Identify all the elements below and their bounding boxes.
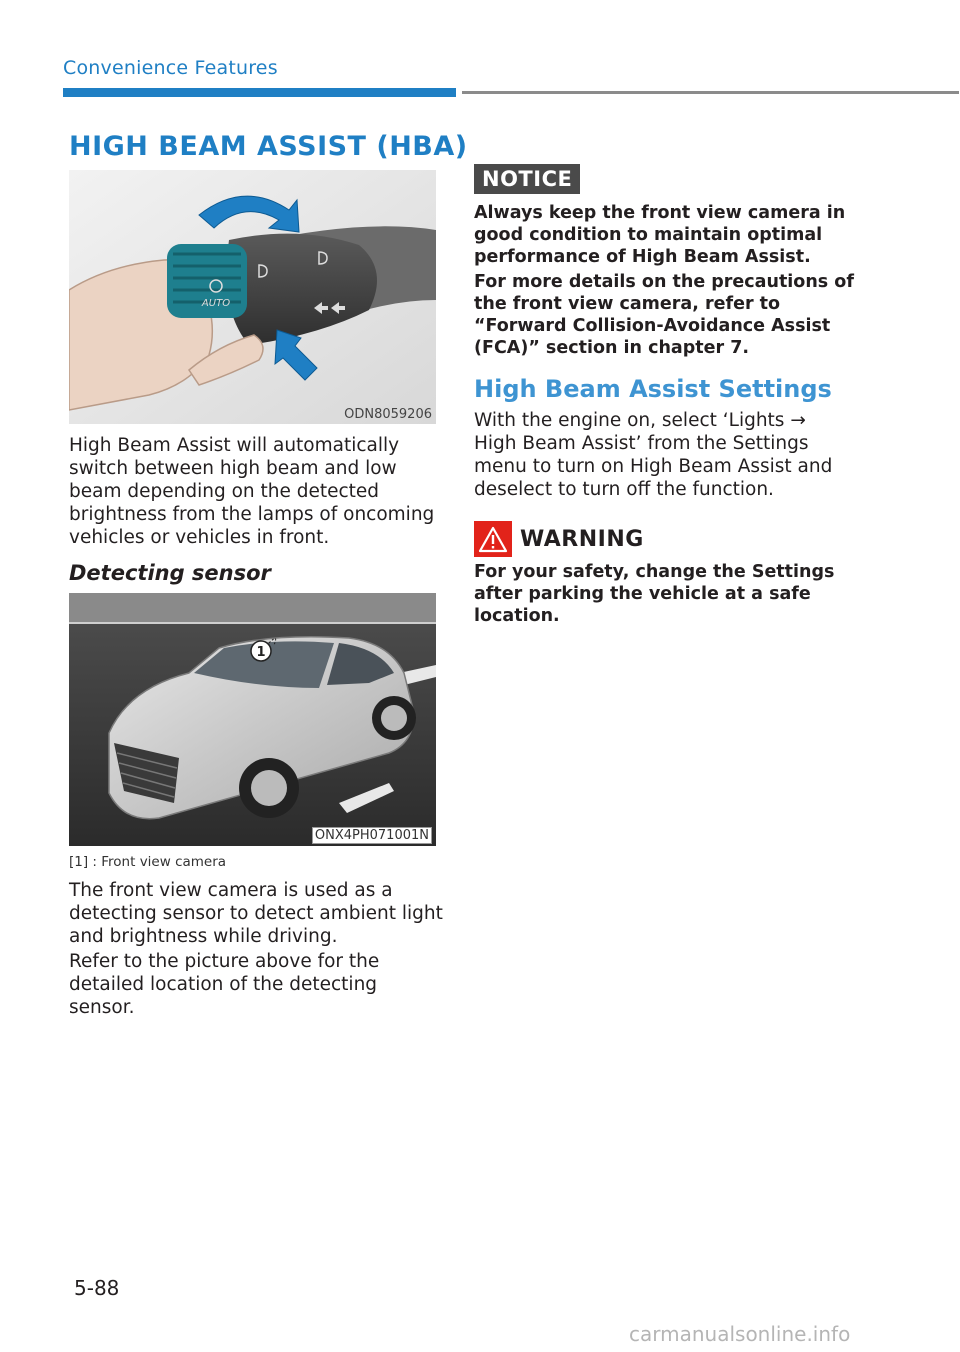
figure-light-switch — [69, 170, 436, 424]
figure-code: ONX4PH071001N — [312, 827, 432, 844]
figure-vehicle-camera — [69, 593, 436, 846]
light-switch-illustration — [69, 170, 436, 424]
warning-label: WARNING — [520, 526, 644, 552]
switch-label: AUTO — [201, 298, 231, 309]
running-header: Convenience Features — [63, 57, 278, 79]
intro-paragraph: High Beam Assist will automatically switch between high beam and low beam depending on the detected brightness from the lamps of oncoming vehicles or vehicles in front. — [69, 435, 435, 548]
warning-paragraph: For your safety, change the Settings after parking the vehicle at a safe location. — [474, 562, 835, 626]
header-rule — [462, 91, 959, 94]
notice-badge: NOTICE — [474, 164, 580, 194]
notice-paragraph-1: Always keep the front view camera in good condition to maintain optimal performance of High Beam Assist. — [474, 203, 846, 267]
callout-number: 1 — [256, 645, 266, 660]
vehicle-illustration — [69, 593, 436, 846]
page-number: 5-88 — [74, 1276, 120, 1300]
figure-code: ODN8059206 — [344, 407, 432, 422]
warning-triangle-icon — [474, 521, 512, 557]
header-rule-accent — [63, 88, 456, 97]
watermark: carmanualsonline.info — [629, 1322, 851, 1346]
figure-caption: [1] : Front view camera — [69, 854, 227, 870]
settings-paragraph: With the engine on, select ‘Lights → High Beam Assist’ from the Settings menu to turn on High Beam Assist and deselect to turn off the function. — [474, 410, 833, 500]
warning-header — [474, 521, 644, 557]
section-heading-detecting-sensor: Detecting sensor — [69, 561, 271, 585]
notice-paragraph-2: For more details on the precautions of the front view camera, refer to “Forward Collision-Avoidance Assist (FCA)” section in chapter 7. — [474, 272, 854, 358]
section-heading-settings: High Beam Assist Settings — [474, 375, 832, 403]
detecting-paragraph-1: The front view camera is used as a detecting sensor to detect ambient light and brightness while driving. — [69, 880, 443, 947]
page-title: HIGH BEAM ASSIST (HBA) — [69, 131, 468, 162]
detecting-paragraph-2: Refer to the picture above for the detailed location of the detecting sensor. — [69, 951, 380, 1018]
